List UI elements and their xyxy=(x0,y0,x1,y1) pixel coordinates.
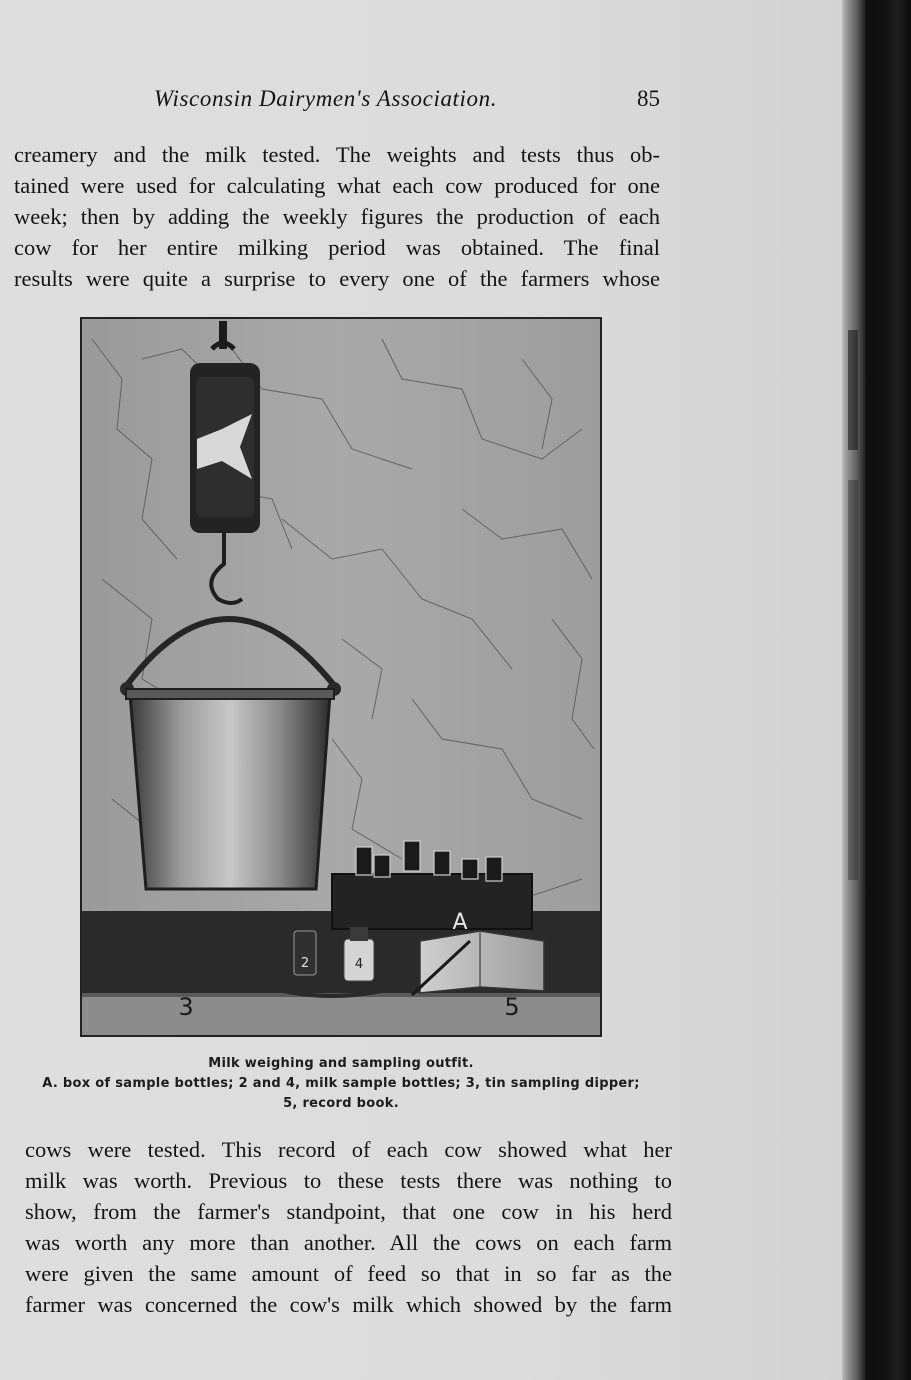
box-label: A xyxy=(452,910,468,935)
text-line: show, from the farmer's standpoint, that one cow in his herd xyxy=(25,1199,672,1224)
text-line: creamery and the milk tested. The weights and tests thus ob- xyxy=(14,142,660,167)
table-edge xyxy=(82,995,600,1035)
text-line: milk was worth. Previous to these tests there was nothing to xyxy=(25,1168,672,1193)
caption-title: Milk weighing and sampling outfit. xyxy=(208,1056,474,1071)
book-label: 5 xyxy=(504,993,520,1021)
milk-pail xyxy=(130,694,330,889)
spine-print-mark xyxy=(848,330,858,450)
text-line: tained were used for calculating what each cow produced for one xyxy=(14,173,660,198)
spine-print-mark xyxy=(848,480,858,880)
dipper-label: 3 xyxy=(178,993,194,1021)
caption-line-1: A. box of sample bottles; 2 and 4, milk sample bottles; 3, tin sampling dipper; xyxy=(42,1076,640,1091)
running-title: Wisconsin Dairymen's Association. xyxy=(154,86,498,111)
text-line: results were quite a surprise to every one of the farmers whose xyxy=(14,266,660,291)
text-line: cow for her entire milking period was obtained. The final xyxy=(14,235,660,260)
text-line: were given the same amount of feed so that in so far as the xyxy=(25,1261,672,1286)
page-number: 85 xyxy=(637,86,660,111)
caption-line-2: 5, record book. xyxy=(283,1096,399,1111)
bottle-4-label: 4 xyxy=(354,957,364,972)
text-line: was worth any more than another. All the cows on each farm xyxy=(25,1230,672,1255)
photograph-milk-weighing-outfit xyxy=(80,317,602,1037)
book-edge-dark xyxy=(866,0,911,1380)
text-line: week; then by adding the weekly figures the production of each xyxy=(14,204,660,229)
running-head xyxy=(14,86,660,120)
text-line: cows were tested. This record of each cow showed what her xyxy=(25,1137,672,1162)
sample-bottle-box xyxy=(332,874,532,929)
paragraph-top xyxy=(14,139,660,294)
record-book xyxy=(420,931,544,993)
text-line: farmer was concerned the cow's milk which showed by the farm xyxy=(25,1292,672,1317)
bottle-2-label: 2 xyxy=(300,956,310,971)
figure-caption xyxy=(14,1054,668,1114)
paragraph-bottom xyxy=(25,1134,672,1320)
